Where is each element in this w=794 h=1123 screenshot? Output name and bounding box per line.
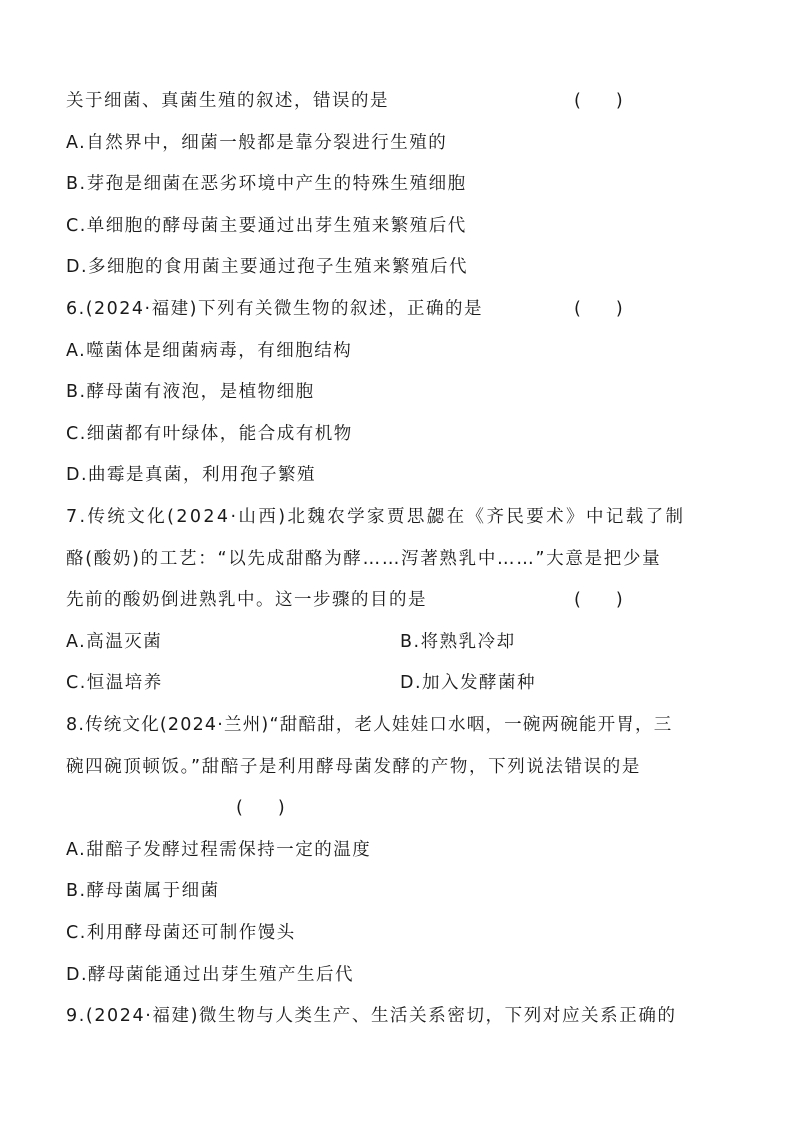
q8-stem-line2: 碗四碗顶顿饭。”甜醅子是利用酵母菌发酵的产物，下列说法错误的是 (66, 757, 641, 777)
q7-stem-line1: 7.传统文化(2024·山西)北魏农学家贾思勰在《齐民要术》中记载了制 (66, 507, 686, 527)
q8-option-a: A.甜醅子发酵过程需保持一定的温度 (66, 840, 372, 860)
q5-stem: 关于细菌、真菌生殖的叙述，错误的是 (66, 91, 389, 111)
q6-answer-blank[interactable]: ( ) (574, 299, 623, 319)
q7-option-b: B.将熟乳冷却 (400, 632, 516, 652)
q7-stem-line3: 先前的酸奶倒进熟乳中。这一步骤的目的是 (66, 590, 427, 610)
q6-option-d: D.曲霉是真菌，利用孢子繁殖 (66, 465, 317, 485)
q6-option-b: B.酵母菌有液泡，是植物细胞 (66, 382, 315, 402)
q8-option-d: D.酵母菌能通过出芽生殖产生后代 (66, 965, 355, 985)
q7-option-a: A.高温灭菌 (66, 632, 163, 652)
q8-answer-blank[interactable]: ( ) (236, 798, 285, 818)
q8-option-c: C.利用酵母菌还可制作馒头 (66, 923, 296, 943)
q7-answer-blank[interactable]: ( ) (574, 590, 623, 610)
q7-option-d: D.加入发酵菌种 (400, 673, 537, 693)
q8-option-b: B.酵母菌属于细菌 (66, 881, 220, 901)
q6-stem: 6.(2024·福建)下列有关微生物的叙述，正确的是 (66, 299, 483, 319)
q9-stem-line1: 9.(2024·福建)微生物与人类生产、生活关系密切，下列对应关系正确的 (66, 1006, 677, 1026)
q6-option-a: A.噬菌体是细菌病毒，有细胞结构 (66, 341, 353, 361)
q5-answer-blank[interactable]: ( ) (574, 91, 623, 111)
q5-option-b: B.芽孢是细菌在恶劣环境中产生的特殊生殖细胞 (66, 174, 467, 194)
q7-stem-line2: 酪(酸奶)的工艺：“以先成甜酪为酵……泻著熟乳中……”大意是把少量 (66, 549, 662, 569)
q8-stem-line1: 8.传统文化(2024·兰州)“甜醅甜，老人娃娃口水咽，一碗两碗能开胃，三 (66, 715, 673, 735)
q5-option-c: C.单细胞的酵母菌主要通过出芽生殖来繁殖后代 (66, 216, 467, 236)
q5-option-d: D.多细胞的食用菌主要通过孢子生殖来繁殖后代 (66, 257, 469, 277)
q5-option-a: A.自然界中，细菌一般都是靠分裂进行生殖的 (66, 133, 448, 153)
q6-option-c: C.细菌都有叶绿体，能合成有机物 (66, 424, 353, 444)
q7-option-c: C.恒温培养 (66, 673, 163, 693)
